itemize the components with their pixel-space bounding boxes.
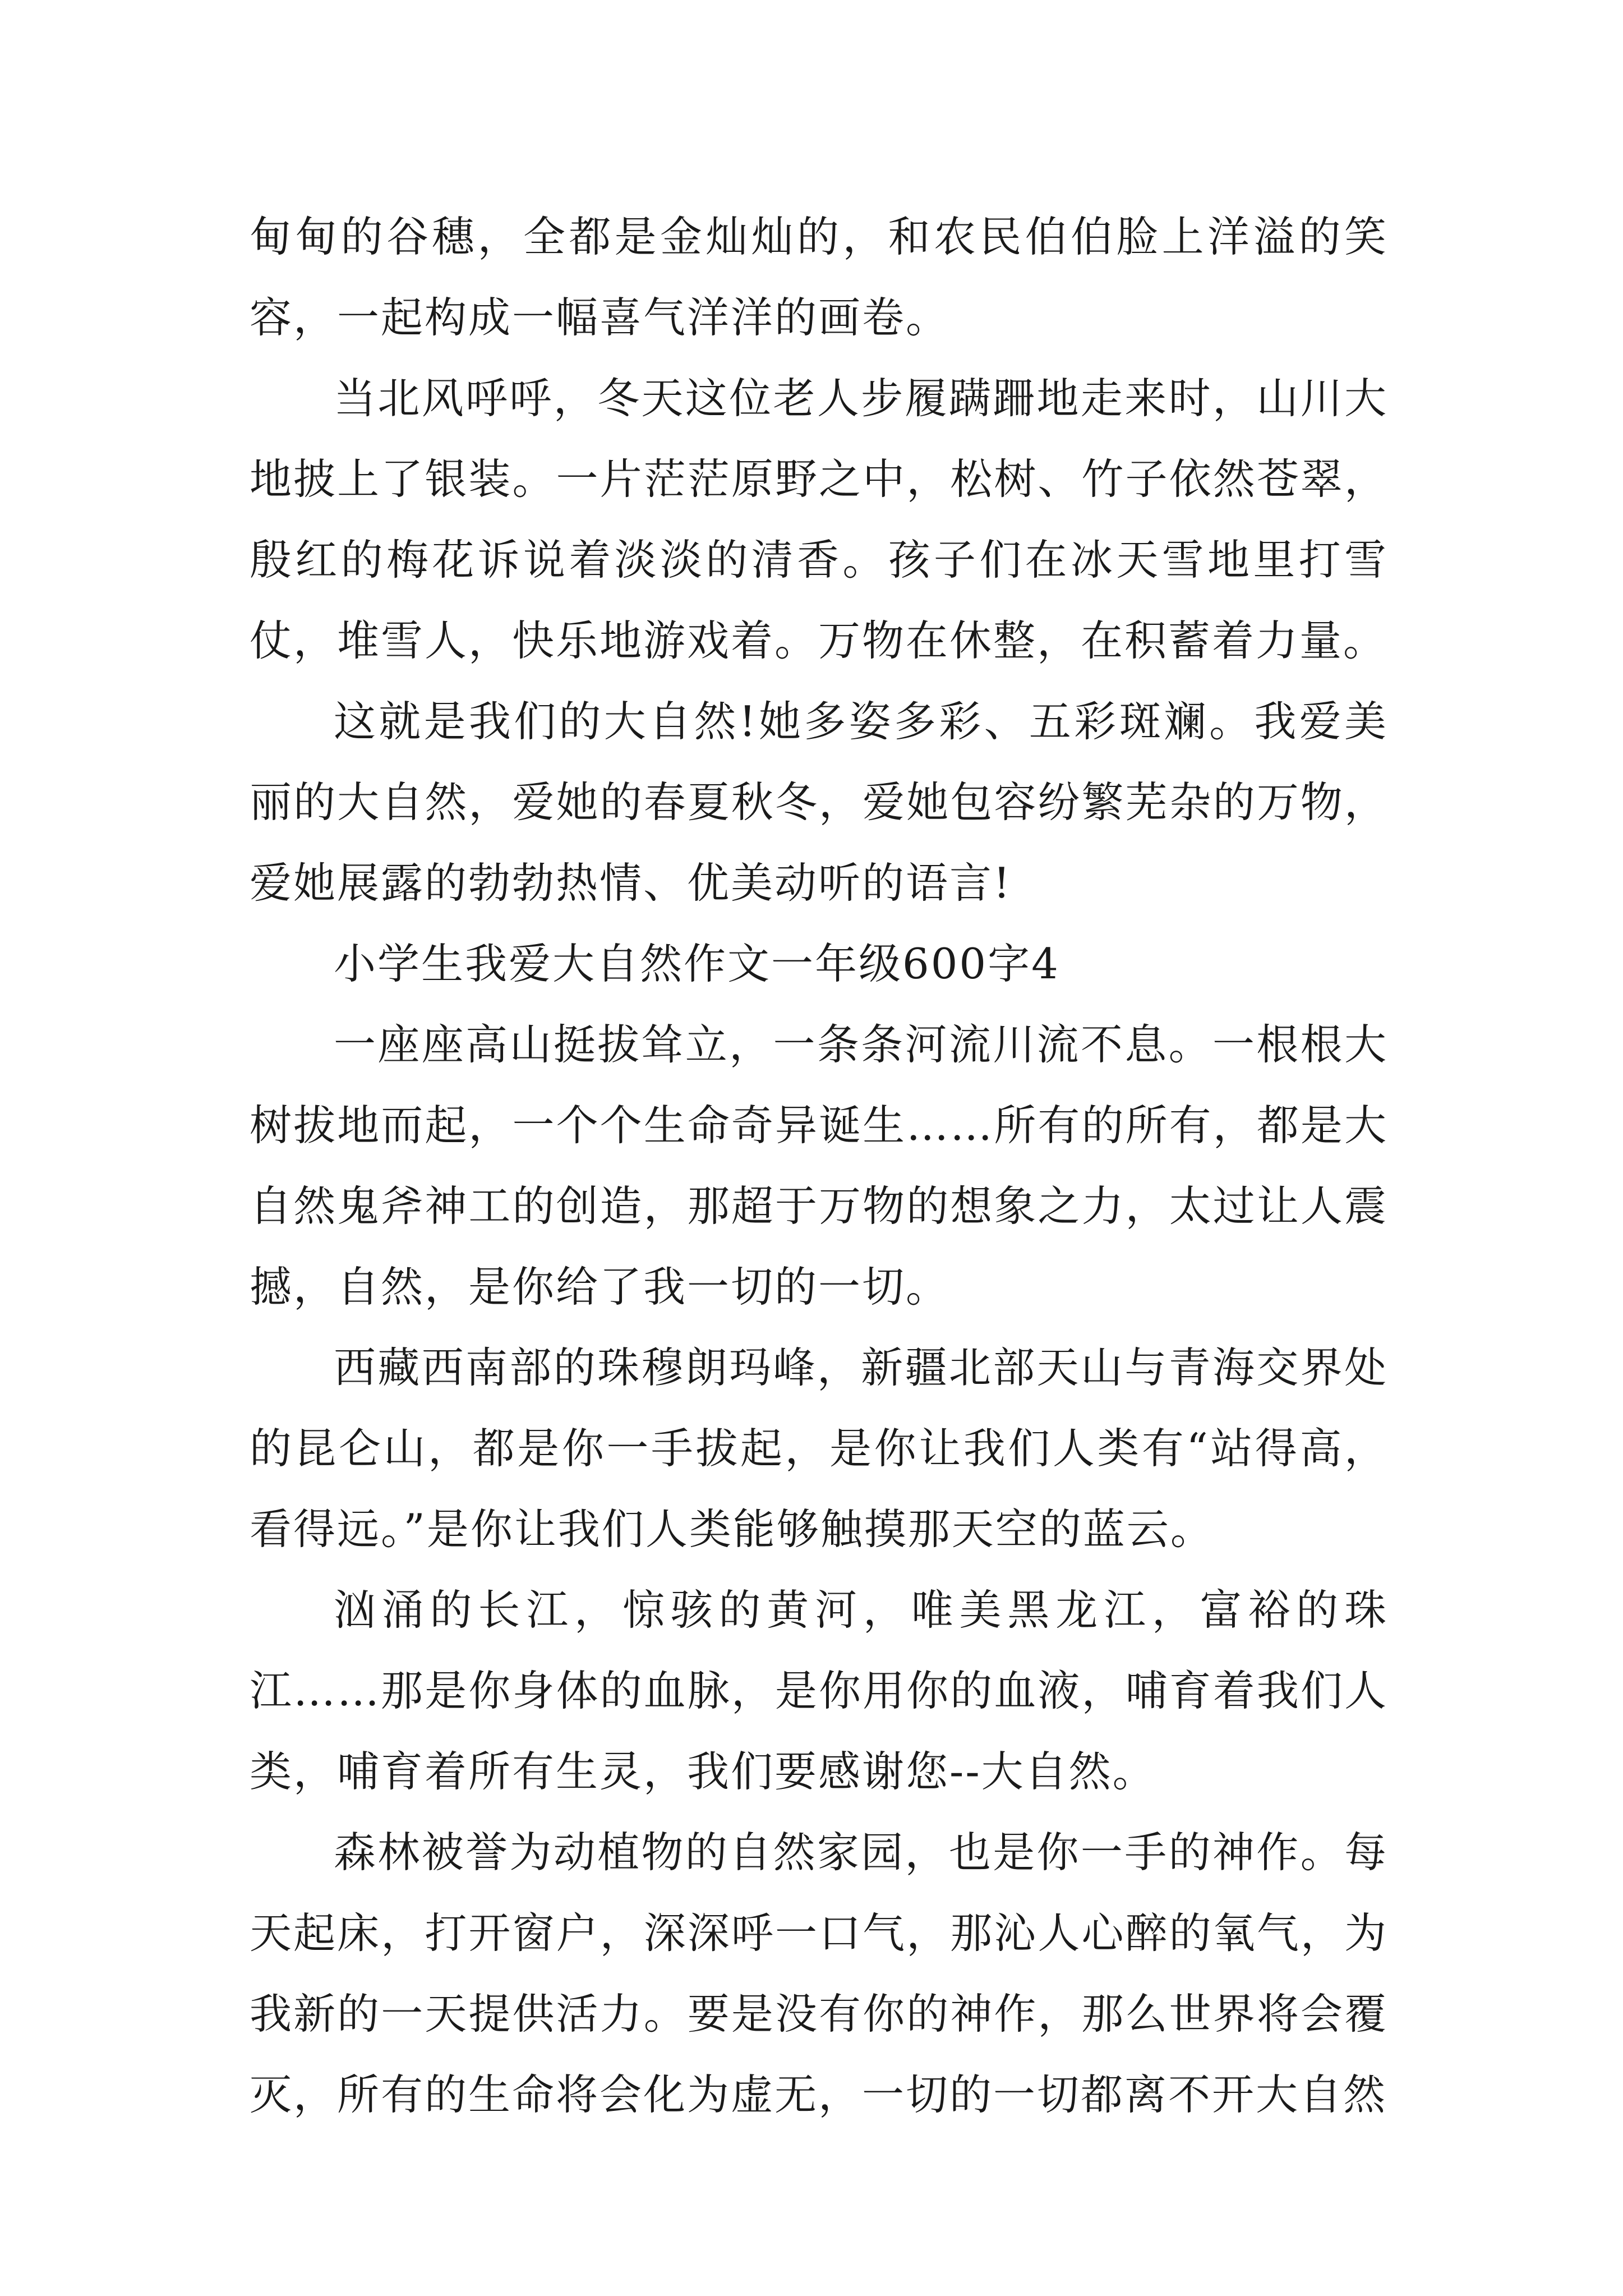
paragraph-3: 这就是我们的大自然!她多姿多彩、五彩斑斓。我爱美丽的大自然，爱她的春夏秋冬，爱她包容纷繁芜杂的万物，爱她展露的勃勃热情、优美动听的语言! [250,697,1388,908]
paragraph-4: 一座座高山挺拔耸立，一条条河流川流不息。一根根大树拔地而起，一个个生命奇异诞生……所有的所有，都是大自然鬼斧神工的创造，那超于万物的想象之力，太过让人震撼，自然，是你给了我一切的一切。 [250,1020,1388,1312]
paragraph-2: 当北风呼呼，冬天这位老人步履蹒跚地走来时，山川大地披上了银装。一片茫茫原野之中，松树、竹子依然苍翠，殷红的梅花诉说着淡淡的清香。孩子们在冰天雪地里打雪仗，堆雪人，快乐地游戏着。万物在休整，在积蓄着力量。 [250,374,1388,665]
paragraph-7: 森林被誉为动植物的自然家园，也是你一手的神作。每天起床，打开窗户，深深呼一口气，那沁人心醉的氧气，为我新的一天提供活力。要是没有你的神作，那么世界将会覆灭，所有的生命将会化为虚无，一切的一切都离不开大自然 [250,1828,1388,2119]
paragraph-6: 汹涌的长江，惊骇的黄河，唯美黑龙江，富裕的珠江……那是你身体的血脉，是你用你的血液，哺育着我们人类，哺育着所有生灵，我们要感谢您--大自然。 [250,1585,1388,1796]
essay-body [250,196,1388,2135]
paragraph-1: 甸甸的谷穗，全都是金灿灿的，和农民伯伯脸上洋溢的笑容，一起构成一幅喜气洋洋的画卷。 [250,212,1388,342]
paragraph-5: 西藏西南部的珠穆朗玛峰，新疆北部天山与青海交界处的昆仑山，都是你一手拔起，是你让我们人类有“站得高，看得远。”是你让我们人类能够触摸那天空的蓝云。 [250,1343,1388,1554]
essay-section-title: 小学生我爱大自然作文一年级600字4 [334,939,1060,988]
